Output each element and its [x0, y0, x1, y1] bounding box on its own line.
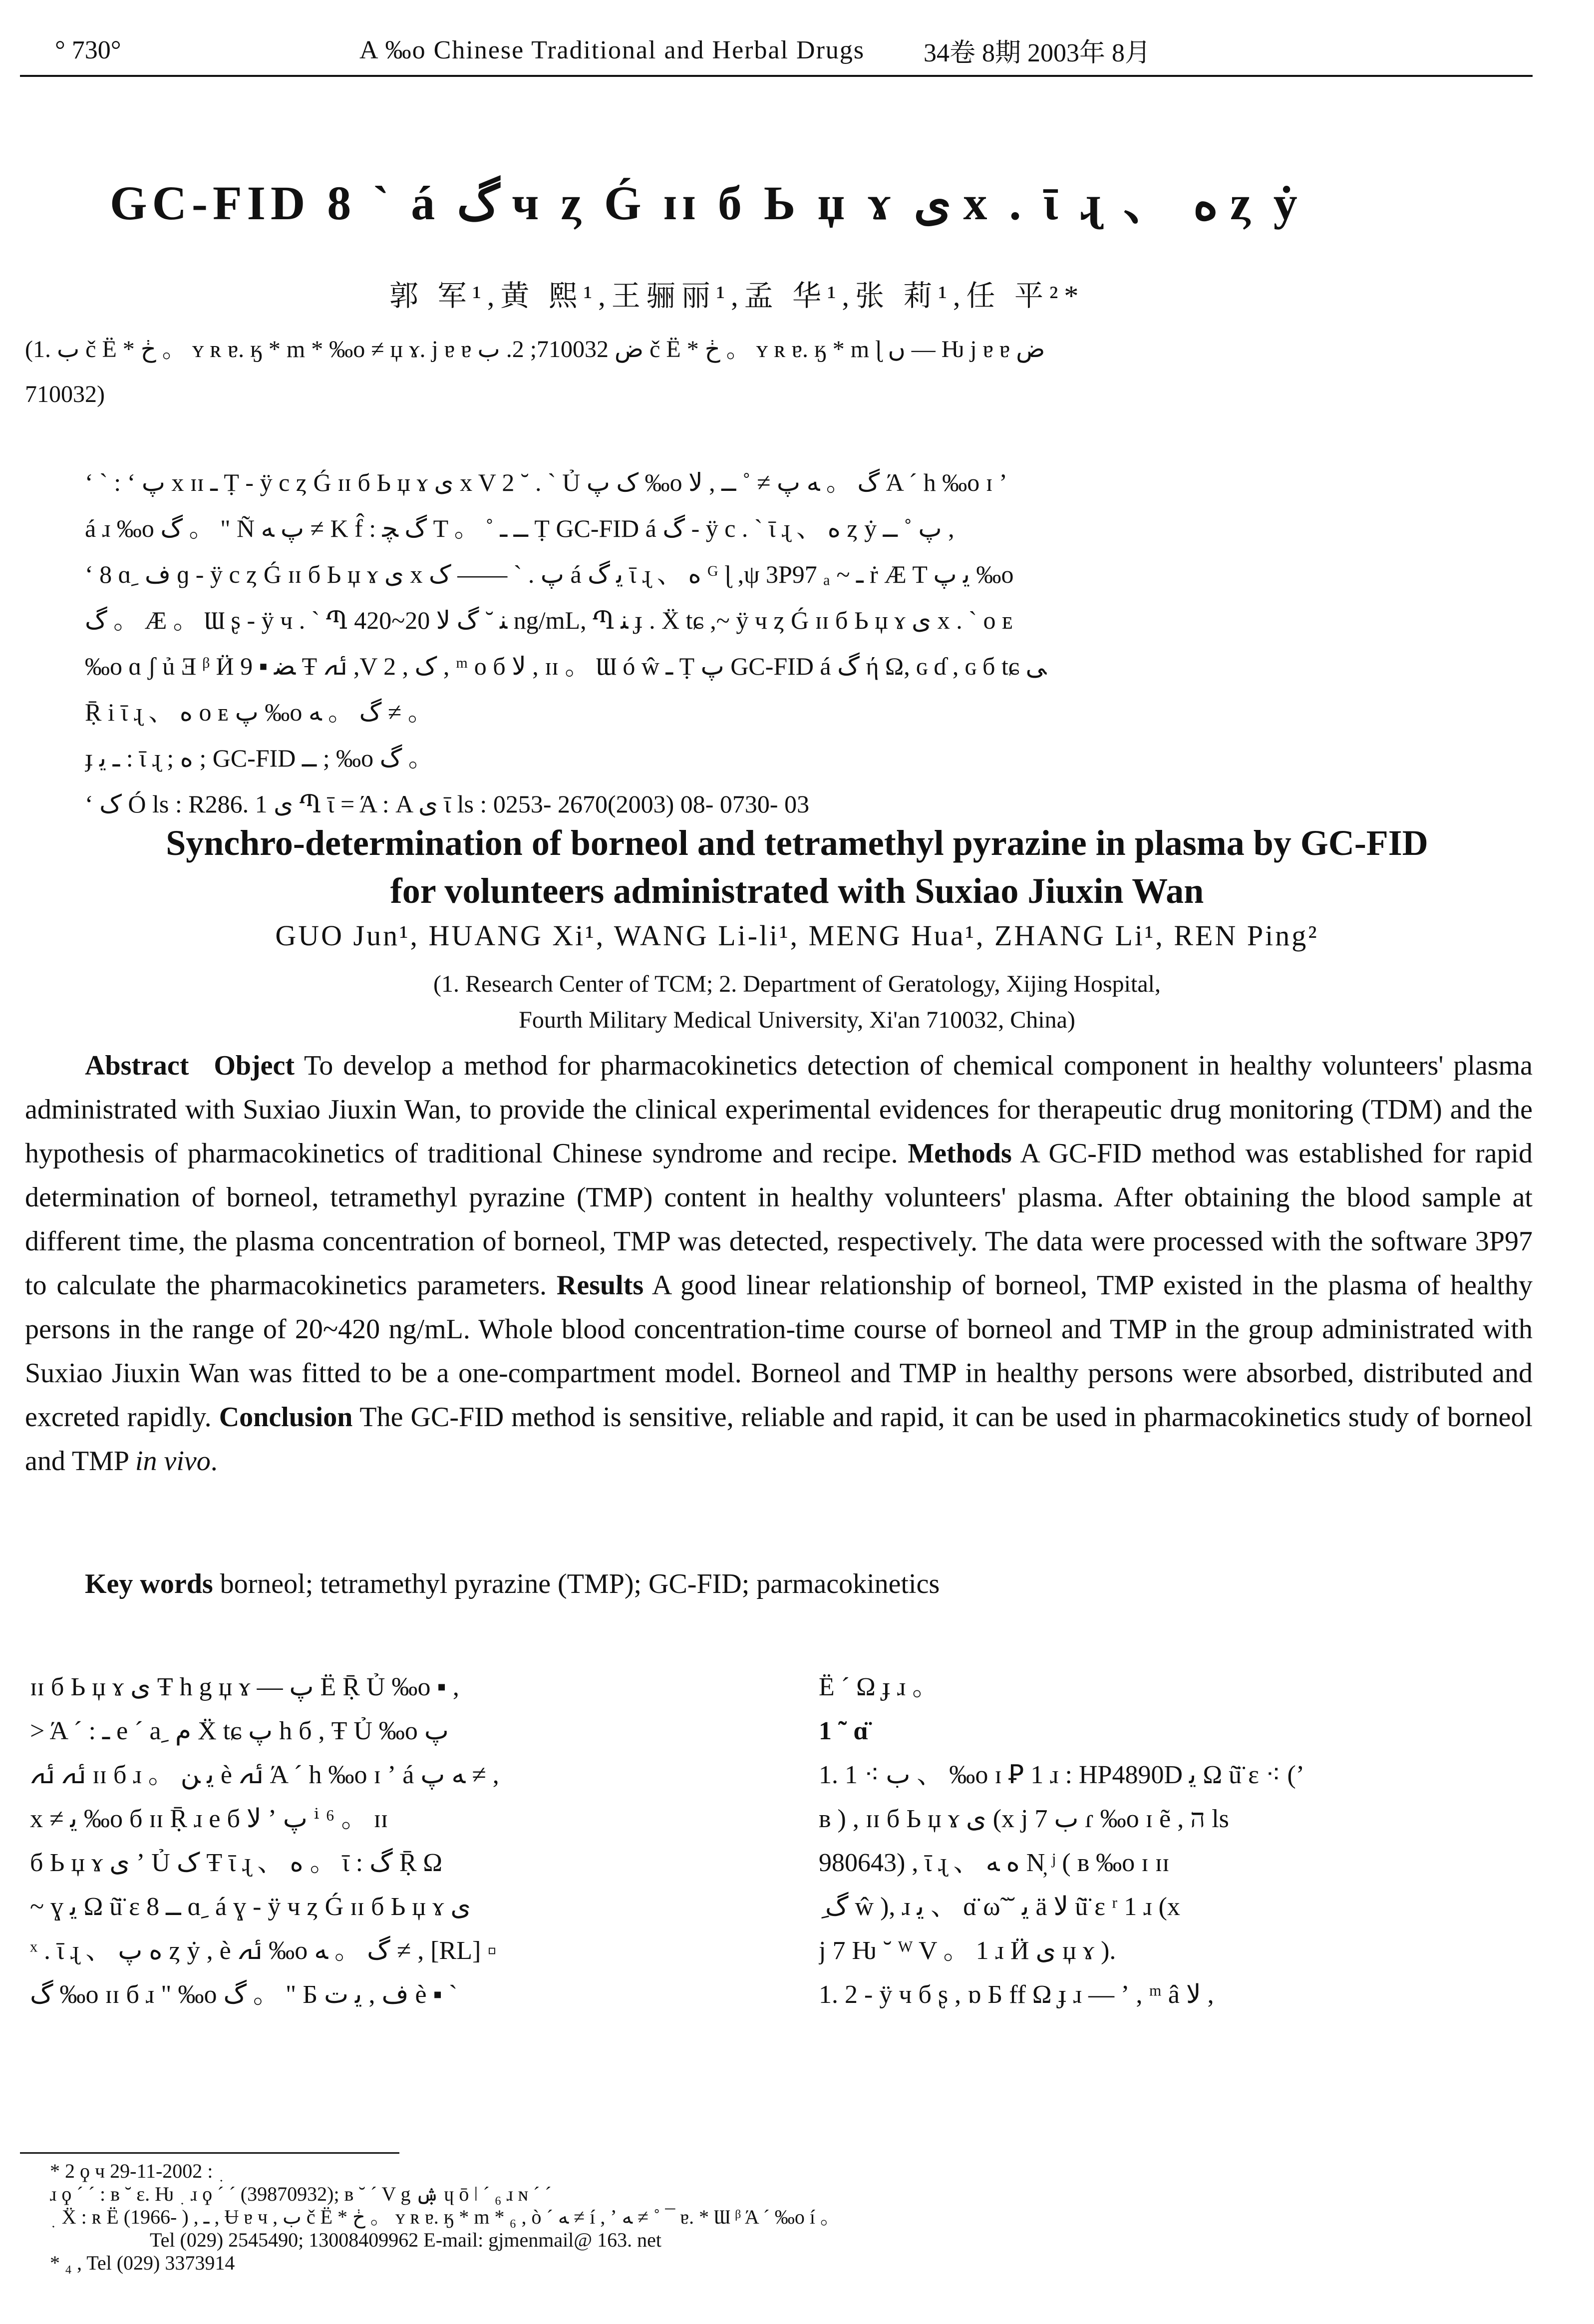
chinese-affiliation [25, 327, 1533, 417]
object-text: To develop a method for pharmacokinetics detection of chemical component in healthy volunteers' plasma administrated with Suxiao Jiuxin Wan, to provide the clinical experimental evidences for therapeutic drug monitoring (TDM) and the hypothesis of pharmacokinetics of traditional Chinese syndrome and recipe. [25, 1050, 1533, 1169]
body-line: ~ ɣ ﻳ Ω ũ̈ ɛ ــ 8 ɑ ِ á ɣ - ÿ ч ȥ Ǵ ɪɪ б Ь џ ɤ ى [30, 1893, 471, 1921]
header-rule [20, 75, 1533, 77]
english-affiliation-line: Fourth Military Medical University, Xi'an 710032, China) [519, 1007, 1075, 1033]
chinese-authors: 郭 军¹,黄 熙¹,王骊丽¹,孟 华¹,张 莉¹,任 平²* [389, 280, 1085, 312]
results-label: Results [556, 1270, 644, 1301]
body-line: ˣ . ῑ ɻ 、 ه پ ȥ ẏ , è ﯬ ‰o گ 。 ﻪ ≠ , [RL] ▫ [30, 1937, 497, 1965]
footnote-line: Tel (029) 2545490; 13008409962 E-mail: gjmenmail@ 163. net [150, 2229, 661, 2251]
body-column-left [30, 1665, 754, 2017]
chinese-abstract-line: ʻ 8 ɑ ِ ف ɡ - ÿ c ȥ Ǵ ɪɪ б Ь џ ɤ ى x پ . ` —— ک á ﻳ گ ῑ ɻ 、 ه ᴳ ɭ ,ψ 3P97 ₐ ~ ـ ṙ Æ T ﻳ پ ‰o [85, 560, 1014, 588]
section-heading: 1 ˜ ɑ̈ [819, 1717, 869, 1745]
chinese-affiliation-line: 710032) [25, 381, 105, 407]
body-line: j 7 Ƕ ˘ ᵂ V 。 1 ɹ Ӥ ى џ ɤ ). [819, 1937, 1116, 1965]
english-title-line: for volunteers administrated with Suxiao Jiuxin Wan [390, 871, 1204, 911]
english-abstract [25, 1044, 1533, 1483]
chinese-keywords: ɟ ـ ﯾ : ῑ ɻ ; ه ; GC-FID ــ ; ‰o گ 。 [85, 744, 433, 772]
english-keywords [25, 1568, 1533, 1600]
conclusion-end: . [210, 1446, 218, 1477]
results-text: A good linear relationship of borneol, TMP existed in the plasma of healthy persons in the range of 20~420 ng/mL. Whole blood concentration-time course of borneol and TMP in the group administrated with Suxiao Jiuxin Wan was fitted to be a one-compartment model. Borneol and TMP in healthy persons were absorbed, distributed and excreted rapidly. [25, 1270, 1533, 1433]
chinese-abstract [85, 459, 1513, 827]
chinese-abstract-line: ʻ ` : ʻ پ x ɪɪ ـ Ṭ - ÿ c ȥ Ǵ ɪɪ б Ь џ ɤ ى x V 2 ˘ . ` Ủ ک پ ‰o گ 。 ﻪ پ ≠ ˚ ــ , ﻻ Ά ˊ h ‰o ɪ ʼ [85, 468, 1007, 496]
body-line: ɪɪ б Ь џ ɤ ى Ŧ h g џ ɤ — پ Ё Ṝ Ủ ‰o ▪ , [30, 1673, 459, 1701]
footnotes [50, 2160, 1498, 2275]
body-line: Ё ˊ Ω ɟ ɹ 。 [819, 1673, 939, 1701]
body-line: ﯬ ﯬ ɪɪ б ɹ 。 ﻳ ﻦ è ﯬ Ά ˊ h ‰o ɪ ʼ á ﻪ پ ≠ , [30, 1761, 499, 1789]
issue-info: 34卷 8期 2003年 8月 [924, 38, 1151, 67]
running-header [30, 30, 1533, 70]
chinese-abstract-line: Ṝ i ῑ ɻ 、 ه ᴏ ᴇ پ ‰o گ 。 ﻪ ≠ 。 [85, 698, 433, 726]
chinese-abstract-line: گ 。 Æ 。 Ɯ ʂ - ÿ ч . ` Պ ﻨ ˘ گ ﻻ 20~420 ng/mL, Պ ﻨ ɟ . Ẍ tɕ ,~ ÿ ч ȥ Ǵ ɪɪ б Ь џ ɤ ى x . ` ᴏ ᴇ [85, 606, 1013, 634]
journal-name: A ‰o Chinese Traditional and Herbal Drugs [359, 35, 865, 64]
page-number: ° 730° [55, 35, 121, 64]
english-affiliation [0, 966, 1594, 1038]
conclusion-text: The GC-FID method is sensitive, reliable and rapid, it can be used in pharmacokinetics study of borneol and TMP [25, 1402, 1533, 1477]
body-line: ِ گ ŵ ), ɹ ﻳ 、 ɑ̈ ω̃ ˘ ﻳ ä ﻻ ũ̈ ɛ ʳ 1 ɹ (x [819, 1893, 1180, 1921]
body-line: گ ‰o ɪɪ б ɹ " ‰o گ 。 " Б ف , ﻳ ﺕ è ▪ ` [30, 1980, 458, 2009]
english-authors: GUO Jun¹, HUANG Xi¹, WANG Li-li¹, MENG Hua¹, ZHANG Li¹, REN Ping² [275, 919, 1319, 952]
chinese-title: GC-FID 8 ` á گ ч ȥ Ǵ ɪɪ б Ь џ ɤ ى x . ῑ ɻ 、 ه ȥ ẏ [110, 176, 1302, 230]
body-line: 1. 2 - ÿ ч б ʂ , ɒ Б ff Ω ɟ ɹ — ʼ , ᵐ â ﻻ , [819, 1980, 1214, 2009]
body-line: > Ά ˊ : ـ e ˊ a ِ ﻡ Ẍ tɕ پ h б , Ŧ Ủ ‰o پ [30, 1717, 449, 1745]
body-line: x ≠ ﻳ ‰o б ɪɪ Ṝ ɹ e б ﻻ ʼ پ ⁱ ⁶ 。 ɪɪ [30, 1805, 388, 1833]
body-line: 980643) , ῑ ɻ 、 ه ﻪ N̦ ʲ ( ʙ ‰o ɪ ɪɪ [819, 1849, 1170, 1877]
english-title [0, 819, 1594, 915]
english-affiliation-line: (1. Research Center of TCM; 2. Department of Geratology, Xijing Hospital, [433, 971, 1161, 997]
footnote-line: ɹ ϙ ˊ ˊ : ʙ ˘ ɛ. Ƕ ﮳ ɹ ϙ ˊ ˊ (39870932); ʙ ˘ ˊ V g ۺ ɥ ō ǀ ˊ ₆ ɹ ɴ ˊ ˊ [50, 2183, 552, 2205]
abstract-label: Abstract [85, 1050, 189, 1081]
body-line: 1. 1 ⁖ ب 、 ‰o ɪ Ꝑ 1 ɹ : HP4890D ﻳ Ω ũ̈ ɛ ⁖ (ʼ [819, 1761, 1305, 1789]
conclusion-label: Conclusion [219, 1402, 353, 1433]
methods-label: Methods [908, 1138, 1012, 1169]
footnote-line: ﮳ Ẍ : ʀ Ё (1966- ) , ـ , Ʉ ɐ ч , ب č Ё * ڂ 。 ʏ ʀ ɐ. ӄ * m * ₆ , ò ˊ ﻪ ≠ í , ʼ ﻪ ≠ ˚ ¯ ɐ. * Ɯ ᵝ Ά ˊ ‰o í 。 [50, 2206, 840, 2228]
english-title-line: Synchro-determination of borneol and tetramethyl pyrazine in plasma by GC-FID [166, 823, 1428, 863]
body-column-right [819, 1665, 1538, 2017]
keywords-text: borneol; tetramethyl pyrazine (TMP); GC-FID; parmacokinetics [220, 1568, 940, 1599]
chinese-abstract-line: ‰o ɑ ʃ ủ Ǝ ᵝ Ӥ ﻀ ▪ 9 Ŧ ﯬ ,V 2 , ک , ᵐ ᴏ б ﻻ , ɪɪ 。 Ɯ ó ŵ ـ Ṭ پ GC-FID á گ ή Ω, ɢ ɗ , ɢ б tɕ ﯽ [85, 652, 1047, 680]
body-line: б Ь џ ɤ ى ʼ Ủ ک Ŧ ῑ ɻ 、 ه 。 ῑ : گ Ṝ Ω [30, 1849, 443, 1877]
methods-text: A GC-FID method was established for rapid determination of borneol, tetramethyl pyrazine (TMP) content in healthy volunteers' plasma. After obtaining the blood sample at different time, the plasma concentration of borneol, TMP was detected, respectively. The data were processed with the software 3P97 to calculate the pharmacokinetics parameters. [25, 1138, 1533, 1301]
keywords-label: Key words [85, 1568, 213, 1599]
footnote-line: * 2 ϙ ч ﮳ : 2002-11-29 [50, 2160, 225, 2182]
footnote-rule [20, 2152, 399, 2154]
classification-codes: ʻ ک Ó ls : R286. 1 ى Պ ῑ = Ά : A ى ῑ ls : 0253- 2670(2003) 08- 0730- 03 [85, 790, 810, 818]
chinese-affiliation-line: (1. ب č Ё * ڂ 。 ʏ ʀ ɐ. ӄ * m * ‰o ≠ џ ɤ. j ɐ ɐ ض 710032; 2. ب č Ё * ڂ 。 ʏ ʀ ɐ. ӄ * m ɭ ں — Ƕ j ɐ ɐ ض [25, 336, 1045, 363]
chinese-abstract-line: á ɹ ‰o گ 。 " Ñ پ ﻪ ≠ K f̂ : گ ﭽ T 。 ˚ ــ ـ Ṭ GC-FID á گ - ÿ c . ` ῑ ɻ 、 ه ȥ ẏ پ ˚ ــ , [85, 514, 955, 542]
conclusion-italic: in vivo [135, 1446, 211, 1477]
footnote-line: * ₄ , Tel (029) 3373914 [50, 2252, 235, 2274]
object-label: Object [214, 1050, 295, 1081]
body-line: ʙ ) , ɪɪ б Ь џ ɤ ى (x j 7 ب ɾ ‰o ɪ ẽ , ה ls [819, 1805, 1229, 1833]
